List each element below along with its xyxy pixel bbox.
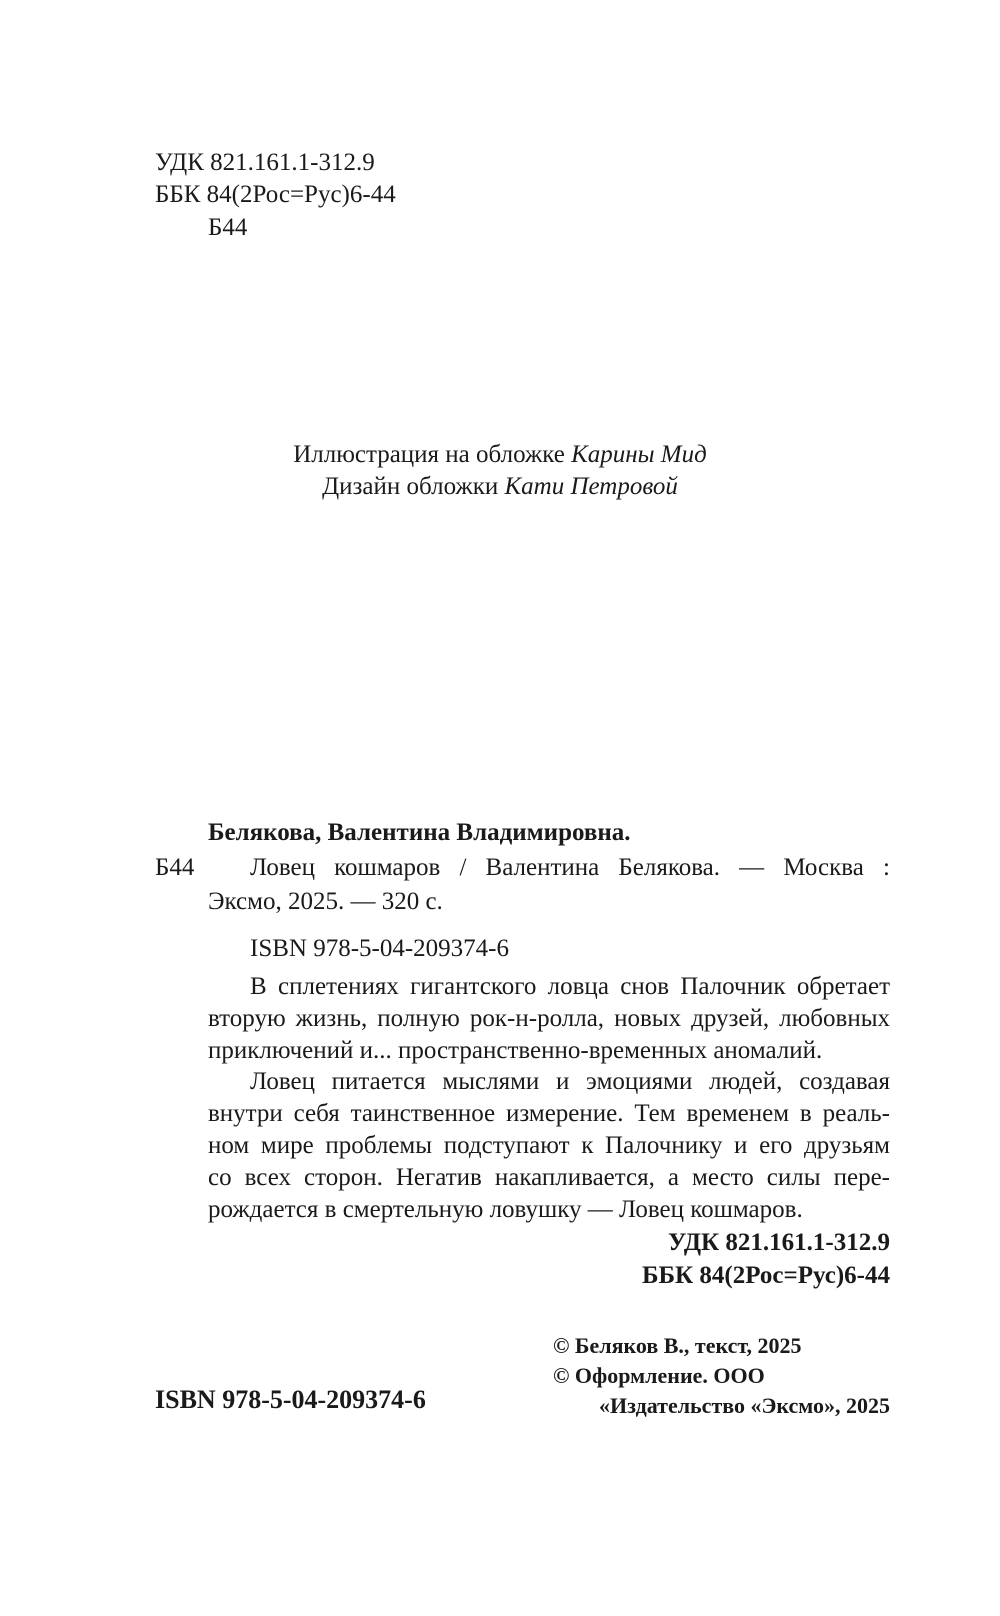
annotation-paragraph-1 [208, 972, 890, 1068]
card-bbk: ББК 84(2Рос=Рус)6-44 [642, 1262, 890, 1289]
card-sign: Б44 [155, 854, 195, 881]
top-bbk: ББК 84(2Рос=Рус)6-44 [155, 181, 396, 208]
top-udc: УДК 821.161.1-312.9 [155, 149, 375, 176]
title-word: / [459, 854, 467, 881]
card-udc: УДК 821.161.1-312.9 [668, 1229, 890, 1256]
annotation-line: рождается в смертельную ловушку — Ловец кошмаров. [208, 1196, 803, 1223]
title-word: : [883, 854, 890, 881]
design-label: Дизайн обложки [322, 473, 505, 500]
annotation-line: со всех сторон. Негатив накапливается, а место силы пере- [208, 1164, 890, 1191]
credits-design [0, 472, 1000, 502]
title-word: — [739, 854, 765, 881]
top-author-sign: Б44 [208, 214, 248, 241]
title-word: Ловец [250, 854, 315, 881]
title-word: Белякова. [618, 854, 721, 881]
bottom-isbn: ISBN 978-5-04-209374-6 [155, 1385, 426, 1414]
credits-illustration [0, 440, 1000, 470]
card-author: Белякова, Валентина Владимировна. [208, 819, 631, 846]
card-title-line [250, 853, 890, 883]
annotation-line: В сплетениях гигантского ловца снов Палочник обретает [250, 973, 890, 1000]
copyright-text: © Беляков В., текст, 2025 [553, 1333, 802, 1358]
annotation-line: вторую жизнь, полную рок-н-ролла, новых друзей, любовных [208, 1005, 890, 1032]
copyright-publisher: «Издательство «Эксмо», 2025 [599, 1393, 890, 1418]
annotation-line: ном мире проблемы подступают к Палочнику и его друзьям [208, 1132, 890, 1159]
title-word: Валентина [485, 854, 600, 881]
title-word: кошмаров [334, 854, 441, 881]
copyright-design: © Оформление. ООО [553, 1363, 765, 1388]
card-isbn: ISBN 978-5-04-209374-6 [250, 935, 510, 962]
annotation-line: внутри себя таинственное измерение. Тем временем в реаль- [208, 1100, 890, 1127]
illustration-label: Иллюстрация на обложке [293, 441, 572, 468]
title-word: Москва [783, 854, 864, 881]
annotation-line: Ловец питается мыслями и эмоциями людей, создавая [250, 1068, 890, 1095]
illustrator-name: Карины Мид [571, 441, 707, 468]
annotation-line: приключений и... пространственно-временных аномалий. [208, 1037, 823, 1064]
card-imprint: Эксмо, 2025. — 320 с. [208, 888, 443, 915]
annotation-paragraph-2 [208, 1067, 890, 1227]
designer-name: Кати Петровой [504, 473, 678, 500]
